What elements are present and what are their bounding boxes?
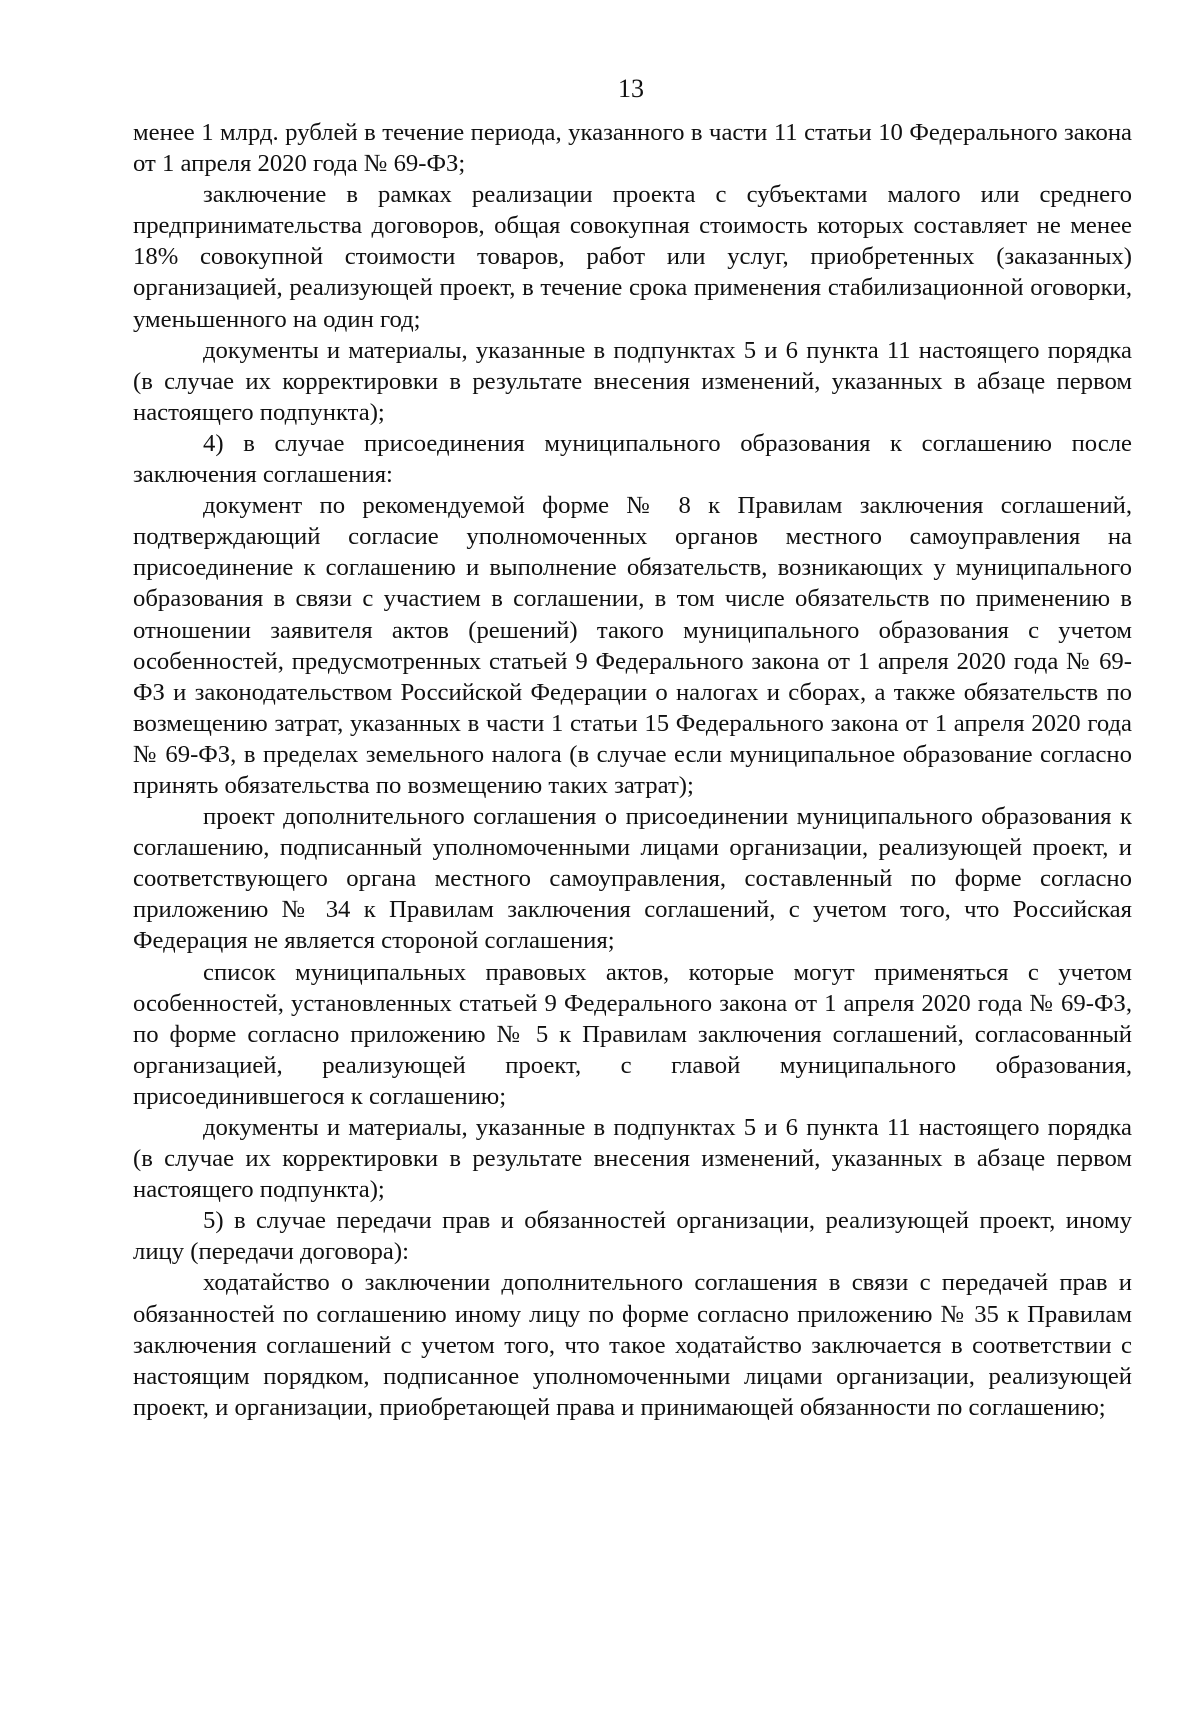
document-body [133,117,1132,1423]
page-number: 13 [618,74,644,103]
paragraph-continuation: менее 1 млрд. рублей в течение периода, указанного в части 11 статьи 10 Федерального закона от 1 апреля 2020 года № 69-ФЗ; [133,119,1132,178]
paragraph-supplementary-agreement-draft: проект дополнительного соглашения о присоединении муниципального образования к соглашению, подписанный уполномоченными лицами организации, реализующей проект, и соответствующего органа местного самоуправления, составленный по форме согласно приложению № 34 к Правилам заключения соглашений, с учетом того, что Российская Федерация не является стороной соглашения; [133,803,1132,955]
paragraph-municipal-acts-list: список муниципальных правовых актов, которые могут применяться с учетом особенностей, установленных статьей 9 Федерального закона от 1 апреля 2020 года № 69-ФЗ, по форме согласно приложению № 5 к Правилам заключения соглашений, согласованный организацией, реализующей проект, с главой муниципального образования, присоединившегося к соглашению; [133,958,1132,1110]
paragraph-sme-contracts: заключение в рамках реализации проекта с субъектами малого или среднего предпринимательства договоров, общая совокупная стоимость которых составляет не менее 18% совокупной стоимости товаров, работ или услуг, приобретенных (заказанных) организацией, реализующей проект, в течение срока применения стабилизационной оговорки, уменьшенного на один год; [133,181,1132,333]
paragraph-item-4-heading: 4) в случае присоединения муниципального образования к соглашению после заключения соглашения: [133,429,1132,489]
paragraph-documents-materials: документы и материалы, указанные в подпунктах 5 и 6 пункта 11 настоящего порядка (в случае их корректировки в результате внесения изменений, указанных в абзаце первом настоящего подпункта); [133,336,1132,426]
paragraph-documents-materials-2: документы и материалы, указанные в подпунктах 5 и 6 пункта 11 настоящего порядка (в случае их корректировки в результате внесения изменений, указанных в абзаце первом настоящего подпункта); [133,1114,1132,1204]
paragraph-form-8-document: документ по рекомендуемой форме № 8 к Правилам заключения соглашений, подтверждающий согласие уполномоченных органов местного самоуправления на присоединение к соглашению и выполнение обязательств, возникающих у муниципального образования в связи с участием в соглашении, в том числе обязательств по применению в отношении заявителя актов (решений) такого муниципального образования с учетом особенностей, предусмотренных статьей 9 Федерального закона от 1 апреля 2020 года № 69-ФЗ и законодательством Российской Федерации о налогах и сборах, а также обязательств по возмещению затрат, указанных в части 1 статьи 15 Федерального закона от 1 апреля 2020 года № 69-ФЗ, в пределах земельного налога (в случае если муниципальное образование согласно принять обязательства по возмещению таких затрат); [133,492,1132,799]
paragraph-transfer-petition: ходатайство о заключении дополнительного соглашения в связи с передачей прав и обязанностей по соглашению иному лицу по форме согласно приложению № 35 к Правилам заключения соглашений с учетом того, что такое ходатайство заключается в соответствии с настоящим порядком, подписанное уполномоченными лицами организации, реализующей проект, и организации, приобретающей права и принимающей обязанности по соглашению; [133,1269,1132,1421]
paragraph-item-5-heading: 5) в случае передачи прав и обязанностей организации, реализующей проект, иному лицу (передачи договора): [133,1207,1132,1266]
